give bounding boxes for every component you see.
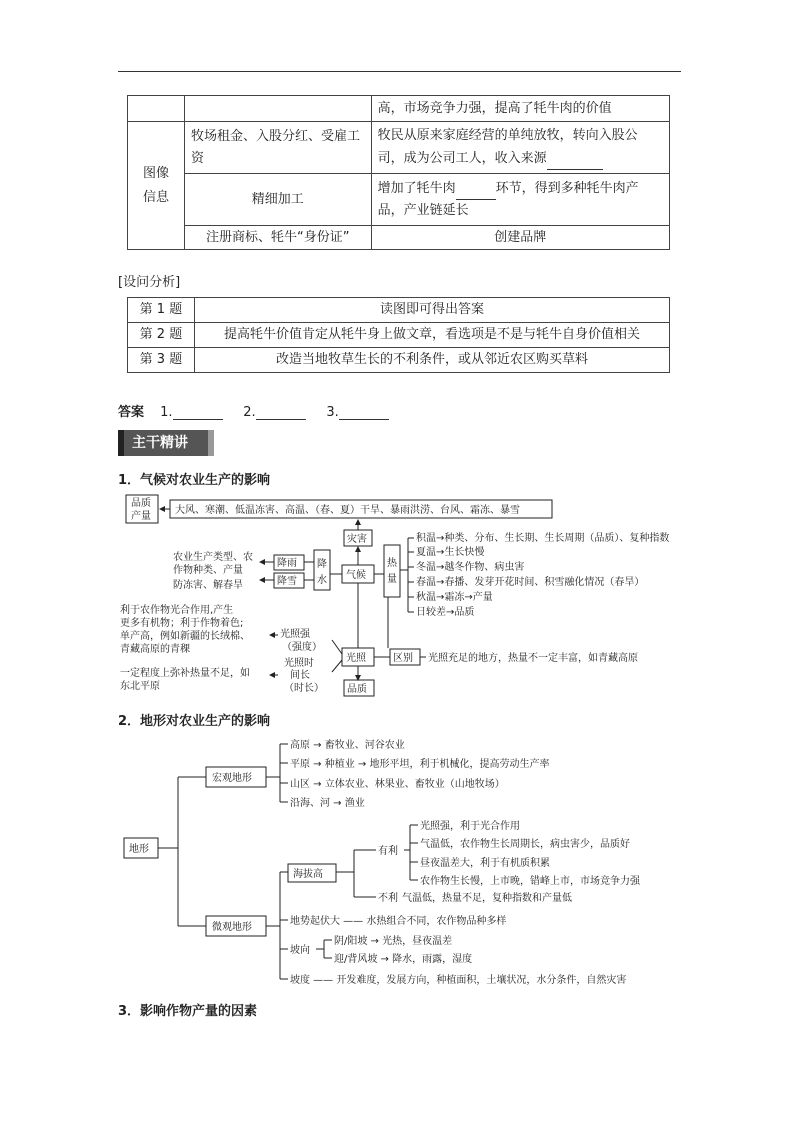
info-table (127, 95, 670, 250)
slope-text: 坡度 —— 开发难度，发展方向，种植面积，土壤状况，水分条件，自然灾害 (290, 975, 627, 986)
rain-effect-1: 农业生产类型、农 (173, 552, 253, 563)
region-text: 光照充足的地方，热量不一定丰富，如青藏高原 (428, 653, 638, 664)
aspect-item: 迎/背风坡 → 降水，雨露，湿度 (334, 954, 473, 965)
light-label: 光照 (346, 653, 366, 664)
favor-item: 气温低，农作物生长周期长，病虫害少，品质好 (420, 839, 630, 850)
unfavor-label: 不利 (378, 893, 398, 904)
heat-label-1: 热 (387, 558, 397, 569)
answer-label: 答案 (118, 405, 145, 420)
region-label: 区别 (393, 653, 413, 664)
heat-label-2: 量 (387, 574, 397, 585)
empty-cell (184, 96, 371, 122)
rain-effect-2: 作物种类、产量 (173, 565, 243, 576)
question-cell: 第 3 题 (128, 348, 195, 373)
disasters-text: 大风、寒潮、低温冻害、高温、（春、夏）干旱、暴雨洪涝、台风、霜冻、暴雪 (175, 505, 520, 516)
terrain-diagram (118, 732, 678, 992)
snow-label: 降雪 (277, 576, 297, 587)
table-cell: 高，市场竞争力强，提高了牦牛肉的价值 (371, 96, 669, 122)
altitude-label: 海拔高 (293, 869, 323, 880)
question-cell: 第 2 题 (128, 323, 195, 348)
table-cell: 注册商标、牦牛“身份证” (184, 226, 371, 250)
question-cell: 第 1 题 (128, 298, 195, 323)
unfavor-text: 气温低，热量不足，复种指数和产量低 (402, 893, 572, 904)
table-cell: 精细加工 (184, 174, 371, 226)
heat-item: 春温→春播、发芽开花时间、积雪融化情况（春旱） (416, 577, 645, 588)
light-dur-effect: 东北平原 (120, 681, 160, 692)
heat-item: 秋温→霜冻→产量 (416, 592, 493, 603)
precip-label-1: 降 (317, 559, 327, 570)
answer-line (118, 401, 389, 420)
relief-text: 地势起伏大 —— 水热组合不同，农作物品种多样 (290, 916, 507, 927)
empty-cell (128, 96, 185, 122)
climate-label: 气候 (346, 570, 366, 581)
heat-items (408, 531, 669, 618)
favor-item: 农作物生长慢，上市晚，错峰上市，市场竞争力强 (420, 876, 640, 887)
section-banner: 主干精讲 (118, 430, 208, 456)
intensity-2: （强度） (282, 642, 322, 653)
favor-item: 昼夜温差大，利于有机质积累 (420, 858, 550, 869)
macro-item: 平原 → 种植业 → 地形平坦，利于机械化，提高劳动生产率 (290, 759, 550, 770)
analysis-cell: 改造当地牧草生长的不利条件，或从邻近农区购买草料 (194, 348, 669, 373)
section2-heading: 2．地形对农业生产的影响 (118, 714, 271, 729)
heat-box (384, 545, 400, 597)
heat-item: 冬温→越冬作物、病虫害 (416, 562, 525, 573)
analysis-table (127, 297, 670, 373)
light-effect: 利于农作物光合作用,产生 (120, 605, 234, 616)
light-effect: 更多有机物；利于作物着色; (120, 618, 244, 629)
micro-label: 微观地形 (212, 922, 252, 933)
light-effect: 单产高，例如新疆的长绒棉、 (120, 631, 250, 642)
intensity-1: 光照强 (280, 629, 310, 640)
analysis-title: [设问分析] (118, 275, 181, 290)
quality-text: 品质 (347, 684, 367, 695)
heat-item: 夏温→生长快慢 (416, 547, 485, 558)
section1-heading: 1．气候对农业生产的影响 (118, 473, 271, 488)
macro-item: 高原 → 畜牧业、河谷农业 (290, 740, 405, 751)
table-cell: 牧场租金、入股分红、受雇工资 (184, 122, 371, 174)
macro-item: 山区 → 立体农业、林果业、畜牧业（山地牧场） (290, 779, 505, 790)
rain-label: 降雨 (277, 558, 297, 569)
root-label: 地形 (129, 844, 149, 855)
quality-label: 品质 (131, 498, 151, 509)
disaster-label: 灾害 (347, 534, 367, 545)
heat-item: 积温→种类、分布、生长期、生长周期（品质）、复种指数 (416, 533, 670, 544)
macro-item: 沿海、河 → 渔业 (290, 798, 365, 809)
aspect-item: 阴/阳坡 → 光热，昼夜温差 (334, 936, 453, 947)
favor-item: 光照强，利于光合作用 (420, 821, 520, 832)
duration-2: 间长 (290, 670, 310, 681)
precip-label-2: 水 (317, 575, 327, 586)
heat-item: 日较差→品质 (416, 607, 475, 618)
section3-heading: 3．影响作物产量的因素 (118, 1004, 258, 1019)
table-cell: 牧民从原来家庭经营的单纯放牧，转向入股公司，成为公司工人，收入来源 (371, 122, 669, 174)
analysis-cell: 读图即可得出答案 (194, 298, 669, 323)
light-effect: 青藏高原的青稞 (120, 644, 190, 655)
macro-label: 宏观地形 (212, 773, 252, 784)
duration-1: 光照时 (284, 658, 314, 669)
analysis-cell: 提高牦牛价值肯定从牦牛身上做文章，看选项是不是与牦牛自身价值相关 (194, 323, 669, 348)
table-cell: 创建品牌 (371, 226, 669, 250)
aspect-label: 坡向 (290, 945, 310, 956)
snow-effect: 防冻害、解春旱 (173, 580, 243, 591)
output-label: 产量 (131, 511, 151, 522)
duration-3: （时长） (284, 683, 324, 694)
table-cell: 增加了牦牛肉 环节，得到多种牦牛肉产品，产业链延长 (371, 174, 669, 226)
side-label: 图像信息 (128, 122, 185, 250)
banner-stripe (208, 430, 214, 456)
header-rule (118, 71, 681, 72)
answer-item: 2. (243, 405, 256, 420)
favor-label: 有利 (378, 846, 398, 857)
light-dur-effect: 一定程度上弥补热量不足，如 (120, 668, 250, 679)
answer-item: 3. (326, 405, 339, 420)
answer-item: 1. (160, 405, 173, 420)
climate-diagram (118, 490, 678, 700)
